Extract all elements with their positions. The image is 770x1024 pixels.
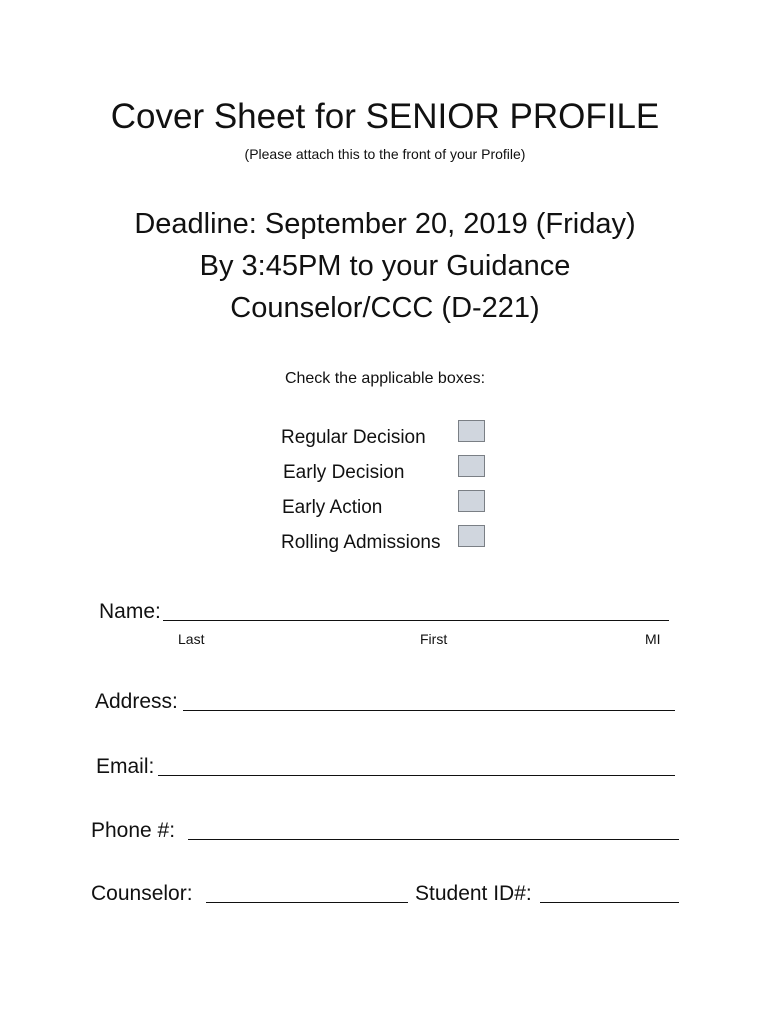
early-action-label: Early Action (282, 497, 383, 518)
counselor-field[interactable] (206, 902, 408, 903)
email-field[interactable] (158, 775, 675, 776)
phone-label: Phone #: (91, 819, 176, 842)
rolling-admissions-label: Rolling Admissions (281, 532, 441, 553)
deadline-line-2: By 3:45PM to your Guidance (199, 250, 571, 282)
student-id-label: Student ID#: (415, 882, 532, 905)
address-field[interactable] (183, 710, 675, 711)
page-title: Cover Sheet for SENIOR PROFILE (110, 97, 660, 136)
name-first-sublabel: First (420, 631, 448, 647)
rolling-admissions-checkbox[interactable] (458, 525, 485, 547)
early-decision-checkbox[interactable] (458, 455, 485, 477)
phone-field[interactable] (188, 839, 679, 840)
student-id-field[interactable] (540, 902, 679, 903)
checkbox-instructions: Check the applicable boxes: (284, 370, 486, 387)
name-mi-sublabel: MI (645, 631, 661, 647)
counselor-label: Counselor: (91, 882, 193, 905)
early-decision-label: Early Decision (283, 462, 405, 483)
page-subtitle: (Please attach this to the front of your Profile) (244, 146, 526, 162)
name-field[interactable] (163, 620, 669, 621)
name-last-sublabel: Last (178, 631, 205, 647)
email-label: Email: (96, 755, 155, 778)
regular-decision-checkbox[interactable] (458, 420, 485, 442)
regular-decision-label: Regular Decision (281, 427, 426, 448)
early-action-checkbox[interactable] (458, 490, 485, 512)
deadline-line-3: Counselor/CCC (D-221) (230, 292, 540, 324)
deadline-line-1: Deadline: September 20, 2019 (Friday) (134, 208, 636, 240)
address-label: Address: (95, 690, 178, 713)
name-label: Name: (99, 600, 161, 623)
